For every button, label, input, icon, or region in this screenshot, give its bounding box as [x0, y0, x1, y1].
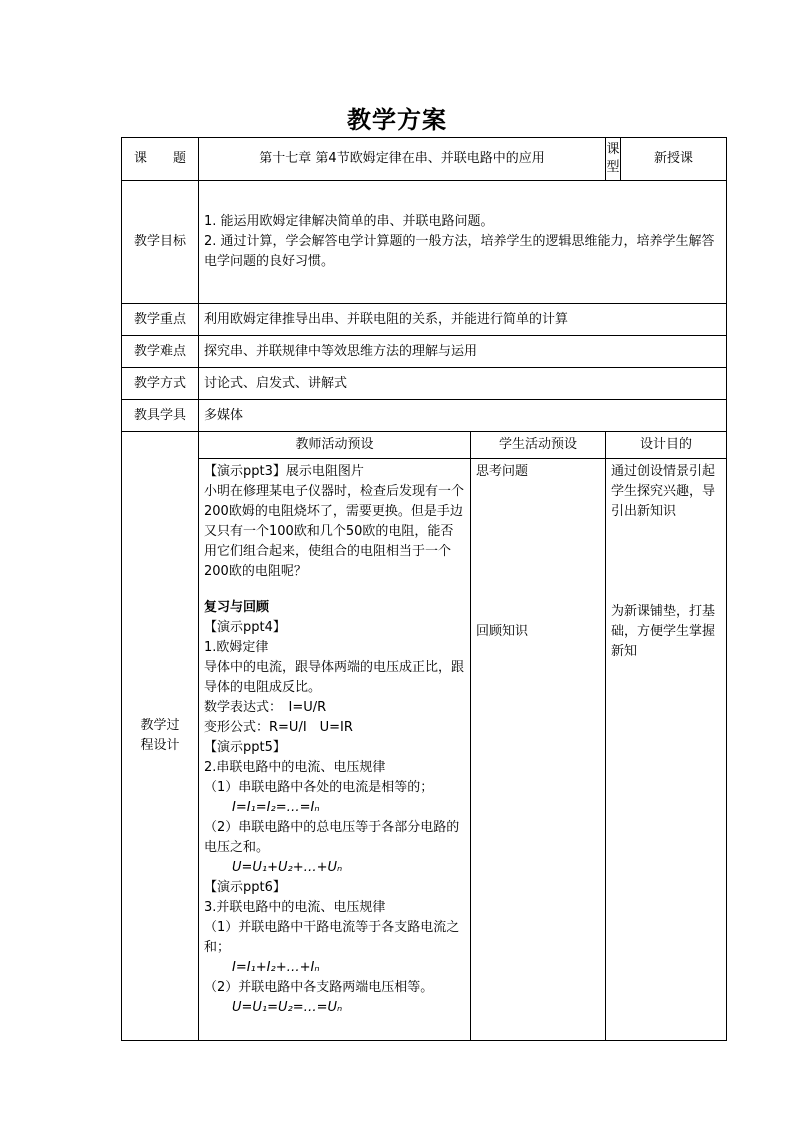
type-value: 新授课	[621, 138, 727, 181]
goals-label: 教学目标	[122, 181, 199, 304]
teacher-activity	[199, 459, 471, 1041]
process-header-row	[122, 432, 727, 459]
key-point-row	[122, 304, 727, 336]
difficulty-label: 教学难点	[122, 336, 199, 368]
teacher-line: （2）并联电路中各支路两端电压相等。	[204, 980, 434, 995]
teacher-line: 1.欧姆定律	[204, 640, 269, 655]
teacher-line: （1）串联电路中各处的电流是相等的；	[204, 780, 434, 795]
lesson-plan-table	[121, 137, 727, 1041]
type-label: 课型	[606, 138, 621, 181]
teacher-line: 3.并联电路中的电流、电压规律	[204, 900, 386, 915]
student-item: 回顾知识	[476, 624, 529, 639]
process-label: 教学过程设计	[122, 432, 199, 1041]
purpose-item: 通过创设情景引起学生探究兴趣，导引出新知识	[611, 464, 716, 519]
col-purpose-header: 设计目的	[606, 432, 727, 459]
formula-line: U=U₁=U₂=…=Uₙ	[232, 1000, 343, 1015]
tools-value: 多媒体	[199, 400, 727, 432]
method-label: 教学方式	[122, 368, 199, 400]
key-point-label: 教学重点	[122, 304, 199, 336]
difficulty-row	[122, 336, 727, 368]
teacher-line: 2.串联电路中的电流、电压规律	[204, 760, 386, 775]
topic-value: 第十七章 第4节欧姆定律在串、并联电路中的应用	[199, 138, 606, 181]
tools-row	[122, 400, 727, 432]
col-teacher-header: 教师活动预设	[199, 432, 471, 459]
purpose-item: 为新课铺垫，打基础，方便学生掌握新知	[611, 604, 716, 659]
formula-line: U=U₁+U₂+…+Uₙ	[232, 860, 343, 875]
teacher-line: 导体中的电流，跟导体两端的电压成正比，跟导体的电阻成反比。	[204, 660, 465, 695]
section-heading: 复习与回顾	[204, 600, 270, 615]
goal-item: 2. 通过计算，学会解答电学计算题的一般方法，培养学生的逻辑思维能力，培养学生解答电学问题的良好习惯。	[204, 234, 715, 269]
method-value: 讨论式、启发式、讲解式	[199, 368, 727, 400]
teacher-line: 变形公式：R=U/I U=IR	[204, 720, 353, 735]
student-activity	[471, 459, 606, 1041]
design-purpose	[606, 459, 727, 1041]
formula-line: I=I₁=I₂=…=Iₙ	[232, 800, 320, 815]
teacher-line: 数学表达式： I=U/R	[204, 700, 327, 715]
key-point-value: 利用欧姆定律推导出串、并联电阻的关系，并能进行简单的计算	[199, 304, 727, 336]
teacher-line: 【演示ppt6】	[204, 880, 286, 895]
teacher-line: 【演示ppt5】	[204, 740, 286, 755]
tools-label: 教具学具	[122, 400, 199, 432]
student-item: 思考问题	[476, 464, 529, 479]
goal-item: 1. 能运用欧姆定律解决简单的串、并联电路问题。	[204, 214, 494, 229]
teacher-line: 小明在修理某电子仪器时，检查后发现有一个200欧姆的电阻烧坏了，需要更换。但是手边又只有一个100欧和几个50欧的电阻，能否用它们组合起来，使组合的电阻相当于一个200欧的电阻呢？	[204, 484, 465, 579]
topic-label: 课 题	[122, 138, 199, 181]
method-row	[122, 368, 727, 400]
goals-row	[122, 181, 727, 304]
col-student-header: 学生活动预设	[471, 432, 606, 459]
teacher-line: （1）并联电路中干路电流等于各支路电流之和；	[204, 920, 460, 955]
teacher-line: 【演示ppt4】	[204, 620, 286, 635]
teacher-line: （2）串联电路中的总电压等于各部分电路的电压之和。	[204, 820, 460, 855]
difficulty-value: 探究串、并联规律中等效思维方法的理解与运用	[199, 336, 727, 368]
topic-row	[122, 138, 727, 181]
formula-line: I=I₁+I₂+…+Iₙ	[232, 960, 320, 975]
document-title: 教学方案	[347, 105, 447, 134]
process-content-row	[122, 459, 727, 1041]
goals-content	[199, 181, 727, 304]
teacher-line: 【演示ppt3】展示电阻图片	[204, 464, 364, 479]
